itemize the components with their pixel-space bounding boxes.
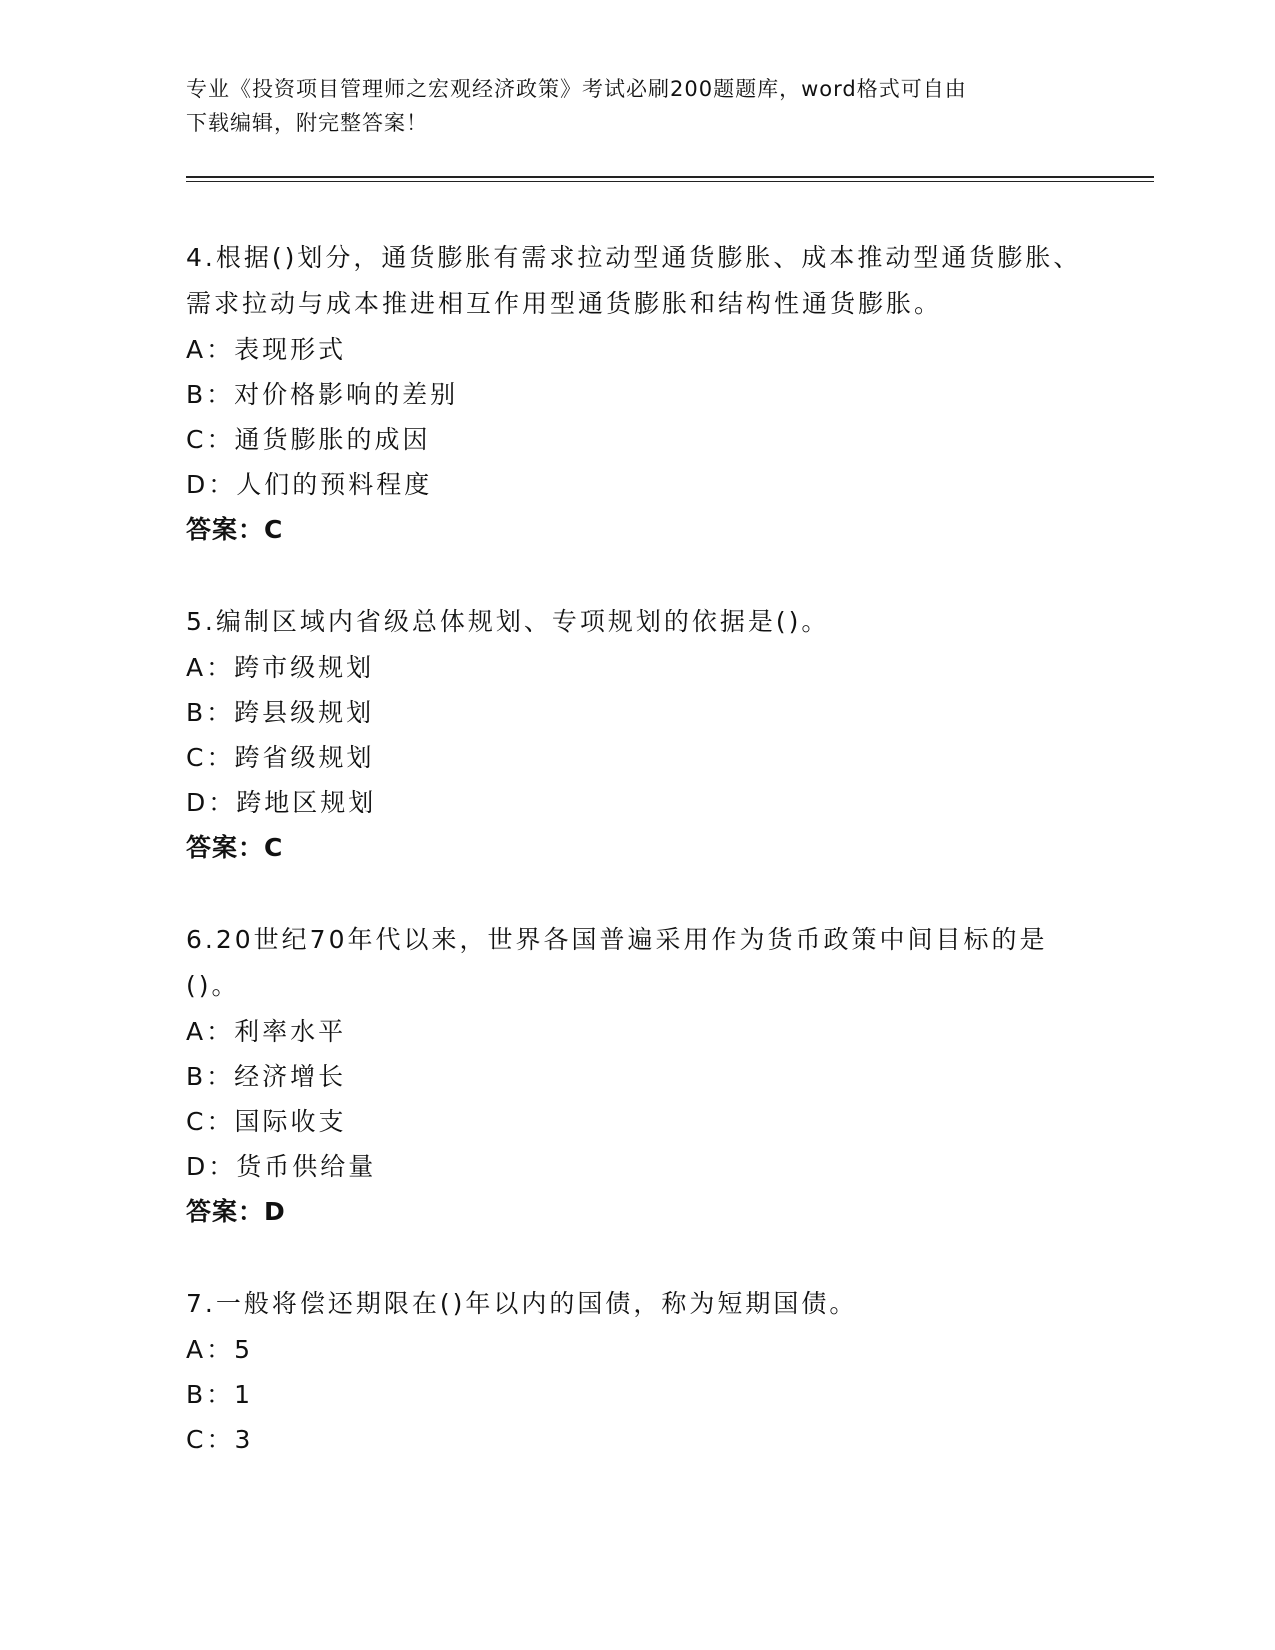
question-4: [186, 235, 1086, 552]
answer: 答案：C: [186, 515, 284, 544]
answer: 答案：D: [186, 1197, 286, 1226]
question-stem: 5.编制区域内省级总体规划、专项规划的依据是()。: [186, 607, 830, 636]
option-b: B：1: [186, 1380, 254, 1409]
option-b: B：对价格影响的差别: [186, 380, 459, 409]
option-c: C：跨省级规划: [186, 743, 375, 772]
option-b: B：经济增长: [186, 1062, 347, 1091]
header-rule-thin: [186, 181, 1154, 182]
option-d: D：人们的预料程度: [186, 470, 433, 499]
option-a: A：5: [186, 1335, 254, 1364]
question-stem: 4.根据()划分，通货膨胀有需求拉动型通货膨胀、成本推动型通货膨胀、需求拉动与成本推进相互作用型通货膨胀和结构性通货膨胀。: [186, 243, 1082, 318]
question-stem: 7.一般将偿还期限在()年以内的国债，称为短期国债。: [186, 1289, 858, 1318]
header-line-1: 专业《投资项目管理师之宏观经济政策》考试必刷200题题库，word格式可自由: [186, 77, 967, 101]
document-header: [186, 72, 1066, 140]
option-d: D：跨地区规划: [186, 788, 377, 817]
header-rule-thick: [186, 176, 1154, 178]
question-list: [186, 235, 1086, 1509]
question-5: [186, 599, 1086, 870]
option-b: B：跨县级规划: [186, 698, 375, 727]
option-a: A：利率水平: [186, 1017, 347, 1046]
option-a: A：跨市级规划: [186, 653, 375, 682]
option-a: A：表现形式: [186, 335, 347, 364]
option-c: C：3: [186, 1425, 254, 1454]
question-6: [186, 917, 1086, 1234]
option-c: C：国际收支: [186, 1107, 347, 1136]
header-line-2: 下载编辑，附完整答案！: [186, 111, 428, 135]
question-stem: 6.20世纪70年代以来，世界各国普遍采用作为货币政策中间目标的是()。: [186, 925, 1048, 1000]
option-d: D：货币供给量: [186, 1152, 377, 1181]
option-c: C：通货膨胀的成因: [186, 425, 431, 454]
question-7: [186, 1281, 1086, 1462]
answer: 答案：C: [186, 833, 284, 862]
